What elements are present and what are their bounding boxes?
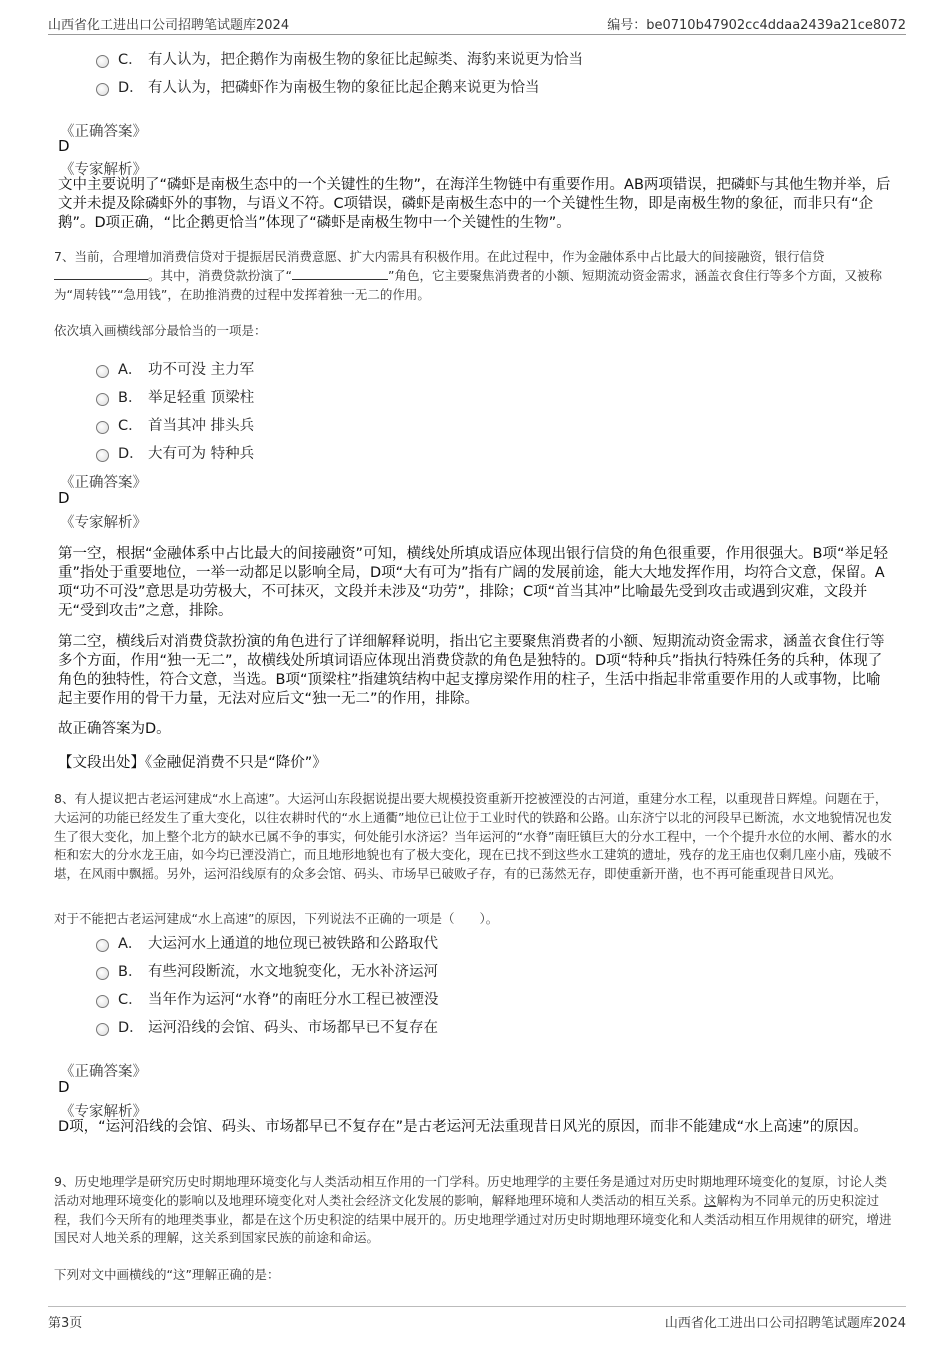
q8-answer-label: 《正确答案》 bbox=[60, 1064, 147, 1080]
header-serial: 编号：be0710b47902cc4ddaa2439a21ce8072 bbox=[607, 18, 906, 33]
q7-answer: D bbox=[58, 489, 70, 507]
q7-option-b[interactable]: B． 举足轻重 顶梁柱 bbox=[96, 386, 254, 407]
q6-option-d[interactable]: D． 有人认为，把磷虾作为南极生物的象征比起企鹅来说更为恰当 bbox=[96, 76, 540, 97]
q9-stem: 9、历史地理学是研究历史时期地理环境变化与人类活动相互作用的一门学科。历史地理学的主要任务是通过对历史时期地理环境变化的复原，讨论人类活动对地理环境变化的影响以及地理环境变化对人类社会经济文化发展的影响，解释地理环境和人类活动的相互关系。这解构为不同单元的历史积淀过程，我们今天所有的地理类事业，都是在这个历史积淀的结果中展开的。历史地理学通过对历史时期地理环境变化和人类活动相互作用规律的研究，增进国民对人地关系的理解，这关系到国家民族的前途和命运。 bbox=[54, 1174, 892, 1246]
q7-option-d[interactable]: D． 大有可为 特种兵 bbox=[96, 442, 254, 463]
q8-option-d[interactable]: D． 运河沿线的会馆、码头、市场都早已不复存在 bbox=[96, 1016, 438, 1037]
q7-option-c[interactable]: C． 首当其冲 排头兵 bbox=[96, 414, 254, 435]
q8-option-a[interactable]: A． 大运河水上通道的地位现已被铁路和公路取代 bbox=[96, 932, 438, 953]
q8-analysis-label: 《专家解析》 bbox=[60, 1104, 147, 1120]
q6-option-c[interactable]: C． 有人认为，把企鹅作为南极生物的象征比起鲸类、海豹来说更为恰当 bbox=[96, 48, 583, 69]
radio-icon[interactable] bbox=[96, 449, 109, 462]
q7-stem: 7、当前，合理增加消费信贷对于提振居民消费意愿、扩大内需具有积极作用。在此过程中，作为金融体系中占比最大的间接融资，银行信贷。其中，消费贷款扮演了“ ”角色，它主要聚焦消费者的小额、短期流动资金需求，涵盖衣食住行等多个方面，又被称为“周转钱”“急用钱”，在助推消费的过程中发挥着独一无二的作用。 bbox=[54, 249, 882, 302]
q7-option-a[interactable]: A． 功不可没 主力军 bbox=[96, 358, 254, 379]
q8-stem: 8、有人提议把古老运河建成“水上高速”。大运河山东段据说提出要大规模投资重新开挖被湮没的古河道，重建分水工程，以重现昔日辉煌。问题在于，大运河的功能已经发生了重大变化，以往农耕时代的“水上通衢”地位已让位于工业时代的铁路和公路。山东济宁以北的河段早已断流，水文地貌情况也发生了很大变化，加上整个北方的缺水已属不争的事实，何处能引水济运？当年运河的“水脊”南旺镇巨大的分水工程中，一个个提升水位的水闸、蓄水的水柜和宏大的分水龙王庙，如今均已湮没消亡，而且地形地貌也有了极大变化，现在已找不到这些水工建筑的遗址，残存的龙王庙也仅剩几座小庙，残破不堪，在风雨中飘摇。另外，运河沿线原有的众多会馆、码头、市场早已破败孑存，有的已荡然无存，即使重新开凿，也不再可能重现昔日风光。 bbox=[54, 791, 892, 882]
q6-analysis-label: 《专家解析》 bbox=[60, 162, 147, 178]
q6-analysis: 文中主要说明了“磷虾是南极生态中的一个关键性的生物”，在海洋生物链中有重要作用。AB两项错误，把磷虾与其他生物并举，后文并未提及除磷虾外的事物，与语义不符。C项错误，磷虾是南极生态中的一个关键性生物，即是南极生物的象征，而非只有“企鹅”。D项正确，“比企鹅更恰当”体现了“磷虾是南极生物中一个关键性的生物”。 bbox=[58, 177, 891, 231]
page-number: 第3页 bbox=[48, 1316, 83, 1331]
q7-analysis-2: 第二空，横线后对消费贷款扮演的角色进行了详细解释说明，指出它主要聚焦消费者的小额、短期流动资金需求，涵盖衣食住行等多个方面，作用“独一无二”，故横线处所填词语应体现出消费贷款的角色是独特的。D项“特种兵”指执行特殊任务的兵种，体现了角色的独特性，符合文意，当选。B项“顶梁柱”指建筑结构中起支撑房梁作用的柱子，生活中指起非常重要作用的人或事物，比喻起主要作用的骨干力量，无法对应后文“独一无二”的作用，排除。 bbox=[58, 634, 885, 707]
radio-icon[interactable] bbox=[96, 939, 109, 952]
underlined-word: 这 bbox=[704, 1192, 717, 1208]
q8-option-b[interactable]: B． 有些河段断流，水文地貌变化，无水补济运河 bbox=[96, 960, 438, 981]
radio-icon[interactable] bbox=[96, 393, 109, 406]
q7-analysis-3: 故正确答案为D。 bbox=[58, 721, 171, 737]
q8-analysis: D项，“运河沿线的会馆、码头、市场都早已不复存在”是古老运河无法重现昔日风光的原因，而非不能建成“水上高速”的原因。 bbox=[58, 1119, 868, 1135]
q7-analysis-1: 第一空，根据“金融体系中占比最大的间接融资”可知，横线处所填成语应体现出银行信贷的角色很重要，作用很强大。B项“举足轻重”指处于重要地位，一举一动都足以影响全局，D项“大有可为”指有广阔的发展前途，能大大地发挥作用，均符合文意，保留。A项“功不可没”意思是功劳极大，不可抹灭，文段并未涉及“功劳”，排除；C项“首当其冲”比喻最先受到攻击或遇到灾难，文段并无“受到攻击”之意，排除。 bbox=[58, 546, 888, 619]
q6-answer: D bbox=[58, 137, 70, 155]
fill-blank-1 bbox=[54, 267, 148, 280]
fill-blank-2 bbox=[292, 267, 388, 280]
footer-title: 山西省化工进出口公司招聘笔试题库2024 bbox=[664, 1316, 906, 1331]
page-header bbox=[48, 12, 906, 34]
q7-prompt: 依次填入画横线部分最恰当的一项是： bbox=[54, 323, 267, 338]
q7-answer-label: 《正确答案》 bbox=[60, 475, 147, 491]
radio-icon[interactable] bbox=[96, 55, 109, 68]
header-title: 山西省化工进出口公司招聘笔试题库2024 bbox=[48, 18, 290, 33]
q8-answer: D bbox=[58, 1078, 70, 1096]
q7-analysis-label: 《专家解析》 bbox=[60, 515, 147, 531]
radio-icon[interactable] bbox=[96, 1023, 109, 1036]
footer-divider bbox=[48, 1306, 906, 1307]
radio-icon[interactable] bbox=[96, 365, 109, 378]
q7-source: 【文段出处】《金融促消费不只是“降价”》 bbox=[58, 755, 327, 771]
q9-prompt: 下列对文中画横线的“这”理解正确的是： bbox=[54, 1267, 280, 1282]
radio-icon[interactable] bbox=[96, 967, 109, 980]
radio-icon[interactable] bbox=[96, 421, 109, 434]
q6-answer-label: 《正确答案》 bbox=[60, 124, 147, 140]
header-divider bbox=[48, 34, 906, 35]
radio-icon[interactable] bbox=[96, 995, 109, 1008]
q8-option-c[interactable]: C． 当年作为运河“水脊”的南旺分水工程已被湮没 bbox=[96, 988, 439, 1009]
radio-icon[interactable] bbox=[96, 83, 109, 96]
q8-prompt: 对于不能把古老运河建成“水上高速”的原因，下列说法不正确的一项是（ ）。 bbox=[54, 911, 499, 926]
